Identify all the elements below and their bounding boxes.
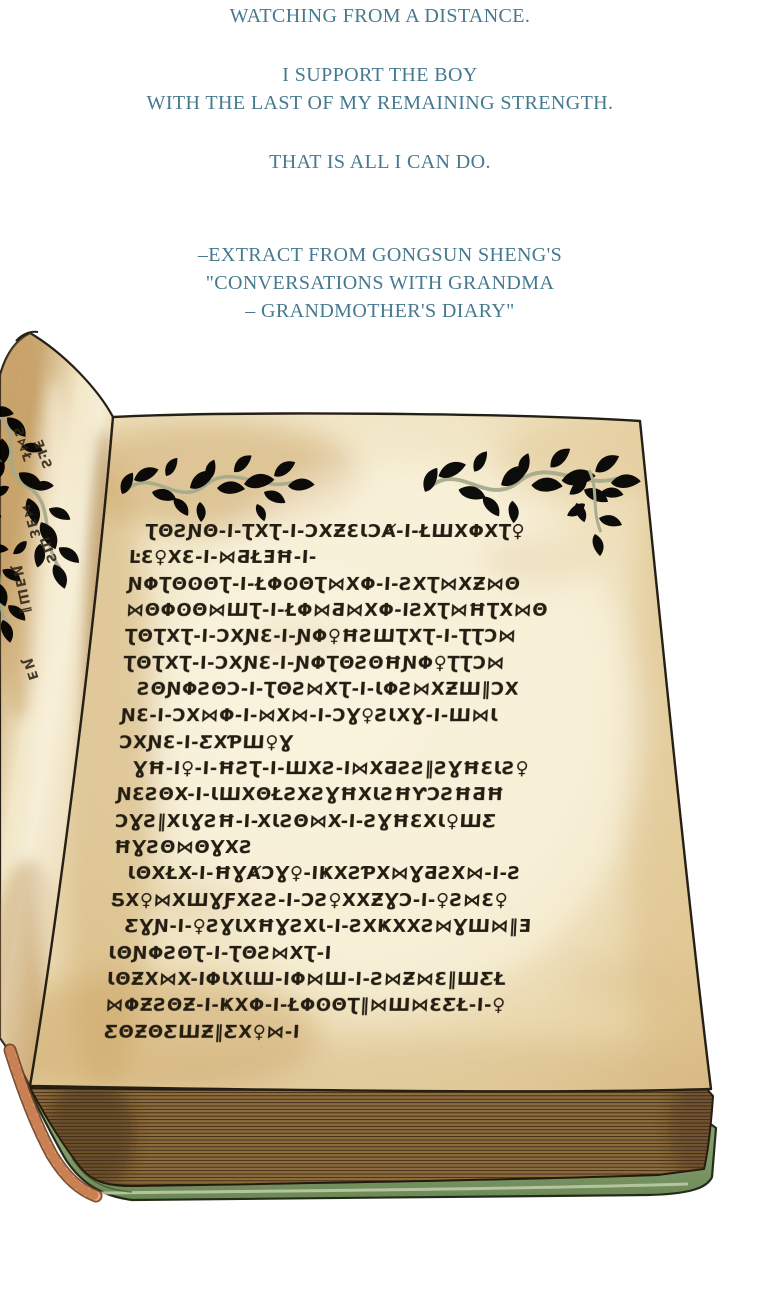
left-page-rune-fragment: ШƧ [35, 535, 60, 568]
rune-line: ƖΘƝΦƧΘƮ-I-ƮΘƧ⋈XƮ-I [107, 942, 333, 964]
rune-line: ƆXƝƐ-I-ƸXƤШ♀Ɣ [118, 731, 295, 753]
rune-line: ƆƔƧ‖XƖƔƧĦ-I-XƖƧΘ⋈X-I-ƧƔĦƐXƖ♀ШƸ [114, 810, 498, 832]
rune-line: ĦƔƧΘ⋈ΘƔXƧ [113, 837, 254, 859]
rune-line: ƸΘƵΘƸШƵ‖ƸX♀⋈-I [103, 1021, 301, 1043]
rune-line: ƼX♀⋈XШƔƑXƧƧ-I-ƆƧ♀XXƵƔƆ-I-♀Ƨ⋈Ɛ♀ [110, 889, 509, 911]
rune-line: ƮΘƮXƮ-I-ƆXƝƐ-I-ƝΦ♀ĦƧШƮXƮ-I-ƮƮƆ⋈ [124, 626, 517, 648]
rune-line: ⋈ΘΦʘΘ⋈ШƮ-I-ŁΦ⋈Ƌ⋈XΦ-IƧXƮ⋈ĦƮX⋈Θ [125, 600, 549, 622]
rune-line: ƸƔƝ-I-♀ƧƔƖXĦƔƧXƖ-I-ƧXҜXXƧ⋈ƔШ⋈‖Ǝ [124, 916, 532, 938]
narration-line-1: WATCHING FROM A DISTANCE. [229, 5, 531, 27]
rune-line: ƝƐƧΘX-I-ƖШXΘŁƧXƧƔĦXƖƧĦƳƆƧĦƋĦ [115, 784, 505, 806]
rune-line: ĿƐ♀XƐ-I-⋈ƋŁƎĦ-I- [128, 547, 318, 569]
attribution-line-3: – GRANDMOTHER'S DIARY" [245, 300, 515, 322]
attribution-line-2: "CONVERSATIONS WITH GRANDMA [205, 272, 555, 294]
narration-line-4: THAT IS ALL I CAN DO. [269, 151, 491, 173]
rune-line: ƝƐ-I-ƆX⋈Φ-I-⋈X⋈-I-ƆƔ♀ƧƖXƔ-I-Ш⋈Ɩ [120, 705, 499, 727]
rune-line: ⋈ΦƵƧΘƵ-I-ҜXΦ-I-ŁΦʘΘƮ‖⋈Ш⋈ƐƸŁ-I-♀ [104, 995, 507, 1017]
rune-line: ƧΘƝΦƧΘƆ-I-ƮΘƧ⋈XƮ-I-ƖΦƧ⋈XƵШ‖ƆX [136, 679, 520, 701]
rune-line: ƮΘƮXƮ-I-ƆXƝƐ-I-ƝΦƮΘƧΘĦƝΦ♀ƮƮƆ⋈ [122, 652, 506, 674]
rune-line: ƮΘƧƝΘ-I-ƮXƮ-I-ƆXƵƐƖƆȺ-I-ŁШXΦXƮ♀ [144, 521, 526, 542]
left-page-rune-fragment: ƝƎ [19, 656, 41, 685]
rune-line: ƔĦ-I♀-I-ĦƧƮ-I-ШXƧ-I⋈XƋƧƧ‖ƧƔĦƐƖƧ♀ [132, 758, 530, 780]
left-page-rune-fragment: Ƨ⋈Ł [9, 425, 36, 466]
left-page-rune-fragment: ƎĿƧ [29, 437, 56, 474]
left-page-rune-fragments [0, 0, 120, 900]
rune-line: ƝΦƮΘʘΘƮ-I-ŁΦʘΘƮ⋈XΦ-I-ƧXƮ⋈XƵ⋈Θ [127, 573, 522, 595]
left-page-rune-fragment: ⋈ƎƐ [18, 502, 43, 543]
attribution-line-1: –EXTRACT FROM GONGSUN SHENG'S [197, 244, 563, 266]
left-page-rune-fragment: ƝƎШ‖ [8, 564, 34, 617]
rune-text-block [103, 519, 676, 1046]
narration-line-2: I SUPPORT THE BOY [282, 64, 478, 86]
narration-line-3: WITH THE LAST OF MY REMAINING STRENGTH. [146, 92, 614, 114]
rune-line: ƖΘXŁX-I-ĦƔȺƆƔ♀-IҜXƧƤX⋈ƔƋƧX⋈-I-Ƨ [126, 863, 522, 885]
rune-line: ƖΘƵX⋈X-IΦƖXƖШ-IΦ⋈Ш-I-Ƨ⋈Ƶ⋈Ɛ‖ШƸŁ [106, 968, 507, 990]
